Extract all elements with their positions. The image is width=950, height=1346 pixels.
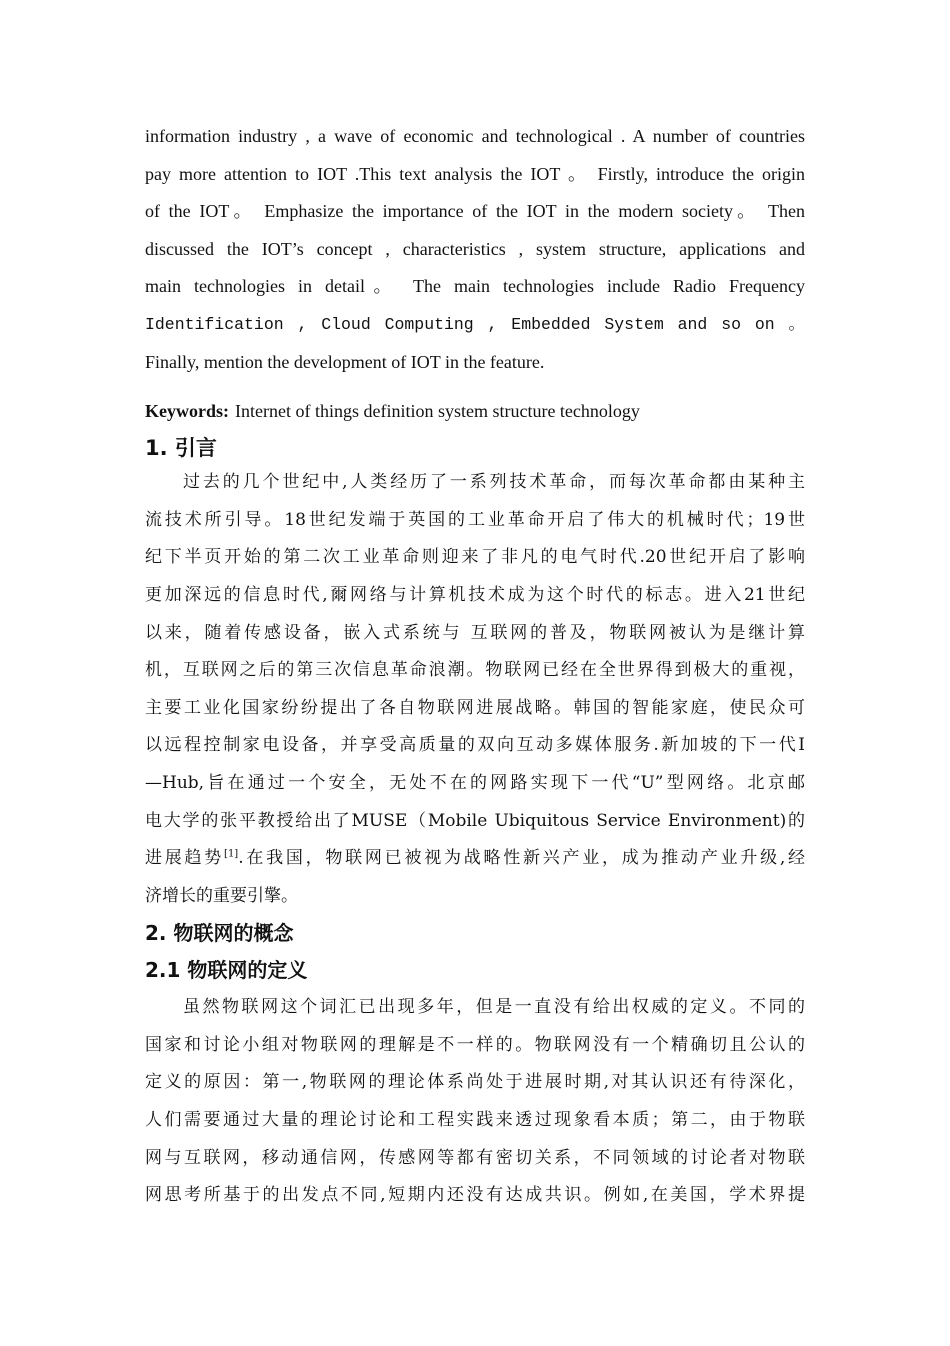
paragraph-line: 纪下半页开始的第二次工业革命则迎来了非凡的电气时代.20世纪开启了影响 — [145, 547, 805, 568]
abstract-line: Identification , Cloud Computing , Embedded System and so on 。 — [145, 314, 805, 334]
paragraph-line: 人们需要通过大量的理论讨论和工程实践来透过现象看本质；第二，由于物联 — [145, 1110, 805, 1131]
paragraph-line: 过去的几个世纪中,人类经历了一系列技术革命，而每次革命都由某种主 — [183, 472, 805, 493]
definition-paragraph — [145, 989, 805, 1215]
abstract-line: Finally, mention the development of IOT in the feature. — [145, 351, 545, 372]
paragraph-line: 以远程控制家电设备，并享受高质量的双向互动多媒体服务.新加坡的下一代I — [145, 735, 805, 756]
citation-reference[interactable]: [1] — [224, 848, 239, 860]
paragraph-line-with-citation — [145, 840, 805, 878]
keywords-line — [145, 396, 805, 426]
abstract-line: of the IOT。 Emphasize the importance of the IOT in the modern society。 Then — [145, 201, 805, 222]
line-text: .在我国，物联网已被视为战略性新兴产业，成为推动产业升级,经 — [238, 848, 805, 869]
paragraph-line: 网思考所基于的出发点不同,短期内还没有达成共识。例如,在美国，学术界提 — [145, 1185, 805, 1206]
abstract-line: main technologies in detail。 The main technologies include Radio Frequency — [145, 276, 805, 297]
section-heading-introduction: 1. 引言 — [145, 436, 217, 461]
paragraph-line: 定义的原因：第一,物联网的理论体系尚处于进展时期,对其认识还有待深化， — [145, 1072, 805, 1093]
paragraph-line: 流技术所引导。18世纪发端于英国的工业革命开启了伟大的机械时代；19世 — [145, 509, 805, 530]
keywords-label: Keywords: — [145, 401, 229, 422]
paragraph-line: —Hub,旨在通过一个安全，无处不在的网路实现下一代“U”型网络。北京邮 — [145, 772, 805, 793]
paragraph-line: 虽然物联网这个词汇已出现多年，但是一直没有给出权威的定义。不同的 — [183, 997, 805, 1018]
abstract-line: information industry , a wave of economic and technological . A number of countries — [145, 126, 805, 146]
paragraph-line: 以来，随着传感设备，嵌入式系统与 互联网的普及，物联网被认为是继计算 — [145, 622, 805, 643]
paragraph-line: 国家和讨论小组对物联网的理解是不一样的。物联网没有一个精确切且公认的 — [145, 1034, 805, 1055]
paragraph-line: 电大学的张平教授给出了MUSE（Mobile Ubiquitous Service Environment)的 — [145, 810, 805, 831]
keywords-text: Internet of things definition system structure technology — [235, 401, 640, 422]
abstract-paragraph — [145, 118, 805, 381]
paragraph-line: 济增长的重要引擎。 — [145, 885, 298, 906]
paragraph-line: 网与互联网，移动通信网，传感网等都有密切关系，不同领域的讨论者对物联 — [145, 1147, 805, 1168]
introduction-paragraph — [145, 464, 805, 915]
section-heading-concept: 2. 物联网的概念 — [145, 921, 294, 946]
line-text: 进展趋势 — [145, 848, 225, 869]
page-content — [145, 118, 805, 1215]
abstract-line: discussed the IOT’s concept , characteristics , system structure, applications and — [145, 238, 805, 259]
paragraph-line: 机，互联网之后的第三次信息革命浪潮。物联网已经在全世界得到极大的重视， — [145, 660, 805, 681]
abstract-line: pay more attention to IOT .This text analysis the IOT 。 Firstly, introduce the origin — [145, 163, 805, 184]
paragraph-line: 更加深远的信息时代,爾网络与计算机技术成为这个时代的标志。进入21世纪 — [145, 584, 805, 605]
paragraph-line: 主要工业化国家纷纷提出了各自物联网进展战略。韩国的智能家庭，使民众可 — [145, 697, 805, 718]
subsection-heading-definition: 2.1 物联网的定义 — [145, 958, 308, 983]
